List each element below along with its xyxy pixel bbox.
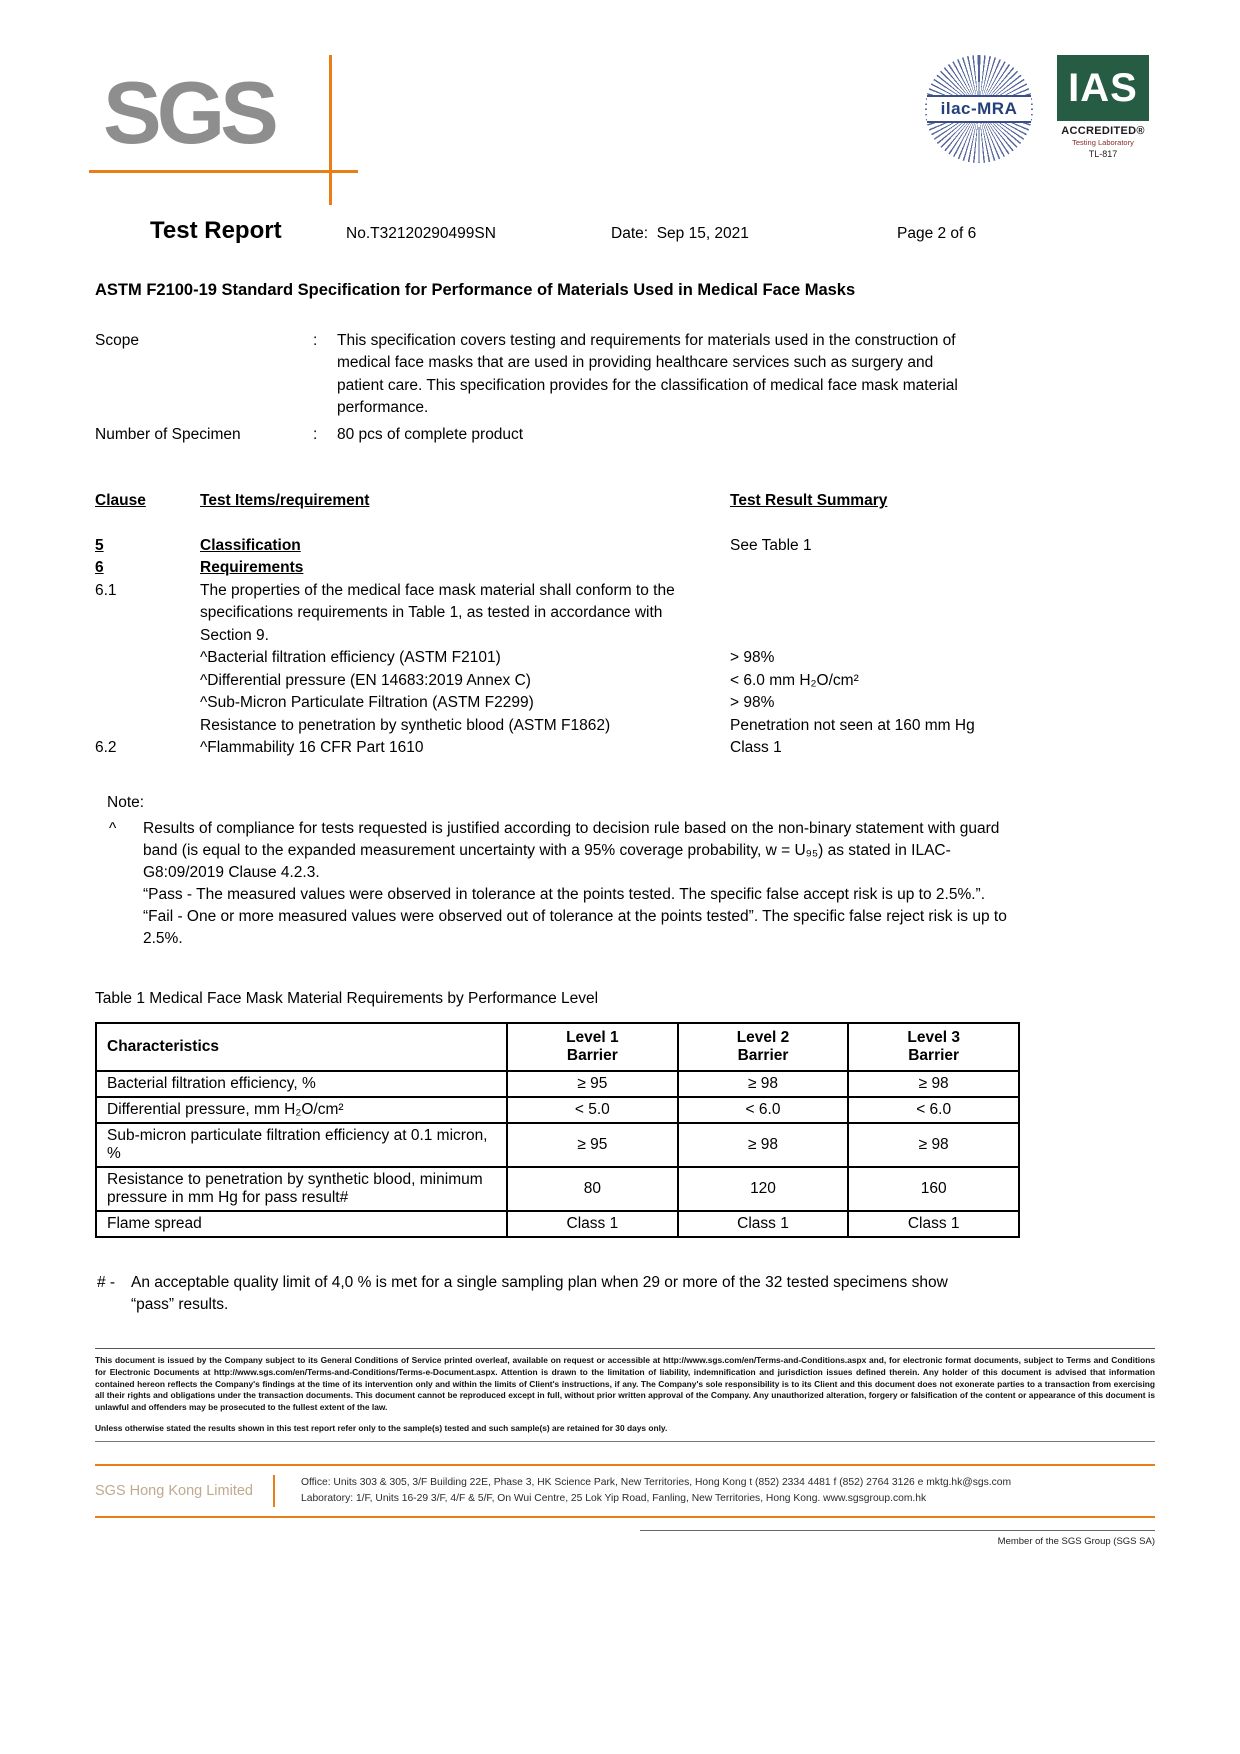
level2-value: < 6.0 bbox=[678, 1097, 849, 1123]
ias-testing-laboratory-label: Testing Laboratory bbox=[1072, 138, 1134, 147]
characteristic-name: Bacterial filtration efficiency, % bbox=[96, 1071, 507, 1097]
specimen-colon: : bbox=[313, 425, 318, 443]
level3-line1: Level 3 bbox=[907, 1028, 960, 1046]
document-title: ASTM F2100-19 Standard Specification for Performance of Materials Used in Medical Face Masks bbox=[95, 281, 856, 299]
ilac-mra-logo bbox=[925, 55, 1033, 163]
table1-level3-header bbox=[848, 1023, 1019, 1071]
characteristic-name: Flame spread bbox=[96, 1211, 507, 1237]
characteristic-name: Sub-micron particulate filtration efficiency at 0.1 micron, % bbox=[96, 1123, 507, 1167]
ias-box-icon bbox=[1057, 55, 1149, 121]
clause-summary-header bbox=[95, 490, 1155, 512]
level1-value: < 5.0 bbox=[507, 1097, 678, 1123]
clause-summary bbox=[95, 490, 1155, 759]
ilac-label: ilac-MRA bbox=[940, 99, 1018, 118]
report-number: No.T32120290499SN bbox=[346, 225, 496, 242]
note-body bbox=[143, 818, 1028, 950]
clause-item: Classification bbox=[200, 536, 301, 554]
report-header-line bbox=[95, 217, 1155, 245]
level2-value: ≥ 98 bbox=[678, 1123, 849, 1167]
scope-colon: : bbox=[313, 332, 318, 349]
level3-value: ≥ 98 bbox=[848, 1071, 1019, 1097]
clause-item: ^Bacterial filtration efficiency (ASTM F2101) bbox=[200, 649, 501, 667]
clause-result: < 6.0 mm H₂O/cm² bbox=[730, 671, 859, 689]
level1-value: 80 bbox=[507, 1167, 678, 1211]
specimen-label: Number of Specimen bbox=[95, 425, 241, 443]
clause-result: See Table 1 bbox=[730, 536, 812, 554]
clause-item: Resistance to penetration by synthetic blood (ASTM F1862) bbox=[200, 716, 611, 734]
level1-value: ≥ 95 bbox=[507, 1071, 678, 1097]
level2-value: ≥ 98 bbox=[678, 1071, 849, 1097]
clause-number bbox=[95, 647, 200, 669]
table-row bbox=[96, 1097, 1019, 1123]
note-body-row bbox=[107, 818, 1155, 950]
clause-number: 5 bbox=[95, 536, 104, 554]
sgs-logo bbox=[103, 63, 318, 181]
level1-value: ≥ 95 bbox=[507, 1123, 678, 1167]
scope-text: This specification covers testing and requirements for materials used in the construction of medical face masks that are used in providing healthcare services such as surgery and patient care. This specification provides for the classification of medical face mask material performance. bbox=[337, 332, 958, 417]
page-footer bbox=[95, 1348, 1155, 1547]
clause-number bbox=[95, 715, 200, 737]
level2-value: Class 1 bbox=[678, 1211, 849, 1237]
note-section bbox=[95, 792, 1155, 950]
clause-item: ^Sub-Micron Particulate Filtration (ASTM F2299) bbox=[200, 694, 534, 712]
report-date-value: Sep 15, 2021 bbox=[656, 225, 749, 242]
footer-brand-row bbox=[95, 1464, 1155, 1518]
clause-row-bfe bbox=[95, 647, 1155, 669]
level2-value: 120 bbox=[678, 1167, 849, 1211]
retention-statement: Unless otherwise stated the results shown in this test report refer only to the sample(s) tested and such sample(s) are retained for 30 days only. bbox=[95, 1423, 1155, 1442]
report-date bbox=[611, 225, 897, 243]
legal-disclaimer: This document is issued by the Company subject to its General Conditions of Service printed overleaf, available on request or accessible at http://www.sgs.com/en/Terms-and-Conditions.aspx and, for electronic format documents, subject to Terms and Conditions for Electronic Documents at http://www.sgs.com/en/Terms-and-Conditions/Terms-e-Document.aspx. Attention is drawn to the limitation of liability, indemnification and jurisdiction issues defined therein. Any holder of this document is advised that information contained hereon reflects the Company's findings at the time of its intervention only and within the limits of Client's instructions, if any. The Company's sole responsibility is to its Client and this document does not exonerate parties to a transaction from exercising all their rights and obligations under the transaction documents. This document cannot be reproduced except in full, without prior written approval of the Company. Any unauthorized alteration, forgery or falsification of the content or appearance of this document is unlawful and offenders may be prosecuted to the fullest extent of the law. bbox=[95, 1348, 1155, 1414]
clause-row-dp bbox=[95, 670, 1155, 692]
ias-letters: IAS bbox=[1068, 65, 1138, 110]
note-caret-marker: ^ bbox=[109, 819, 117, 837]
office-address-line: Office: Units 303 & 305, 3/F Building 22E, Phase 3, HK Science Park, New Territories, Hong Kong t (852) 2334 4481 f (852) 2764 3126 e mktg.hk@sgs.com bbox=[301, 1476, 1012, 1488]
level2-line1: Level 2 bbox=[736, 1028, 790, 1046]
member-line: Member of the SGS Group (SGS SA) bbox=[640, 1530, 1155, 1547]
clause-item: The properties of the medical face mask material shall conform to the specifications requirements in Table 1, as tested in accordance with Section 9. bbox=[200, 581, 675, 644]
table-row bbox=[96, 1211, 1019, 1237]
note-paragraph-2: “Pass - The measured values were observed in tolerance at the points tested. The specific false accept risk is up to 2.5%.”. bbox=[143, 885, 986, 903]
level3-value: < 6.0 bbox=[848, 1097, 1019, 1123]
masthead bbox=[95, 55, 1155, 181]
clause-row-6-2 bbox=[95, 737, 1155, 759]
table-row bbox=[96, 1123, 1019, 1167]
clause-result: Penetration not seen at 160 mm Hg bbox=[730, 716, 975, 734]
ias-code-label: TL-817 bbox=[1088, 149, 1118, 159]
specimen-row bbox=[95, 424, 1155, 446]
company-name: SGS Hong Kong Limited bbox=[95, 1482, 253, 1499]
note-label: Note: bbox=[107, 793, 145, 811]
clause-number bbox=[95, 670, 200, 692]
level3-value: ≥ 98 bbox=[848, 1123, 1019, 1167]
scope-row bbox=[95, 330, 1155, 420]
characteristic-name: Resistance to penetration by synthetic blood, minimum pressure in mm Hg for pass result# bbox=[96, 1167, 507, 1211]
table-row bbox=[96, 1167, 1019, 1211]
table1-level2-header bbox=[678, 1023, 849, 1071]
clause-number bbox=[95, 692, 200, 714]
test-result-summary-header: Test Result Summary bbox=[730, 492, 888, 510]
clause-row-5 bbox=[95, 535, 1155, 557]
characteristic-name: Differential pressure, mm H₂O/cm² bbox=[96, 1097, 507, 1123]
table1 bbox=[95, 1022, 1020, 1238]
sgs-logo-vertical-line bbox=[329, 55, 332, 205]
table1-characteristics-header: Characteristics bbox=[96, 1023, 507, 1071]
report-date-label: Date: bbox=[611, 225, 649, 242]
clause-result: > 98% bbox=[730, 694, 775, 712]
table1-caption: Table 1 Medical Face Mask Material Requirements by Performance Level bbox=[95, 989, 599, 1007]
specimen-text: 80 pcs of complete product bbox=[337, 425, 524, 443]
sgs-logo-horizontal-line bbox=[89, 170, 358, 173]
table1-header-row bbox=[96, 1023, 1019, 1071]
clause-row-6-1 bbox=[95, 580, 1155, 647]
accreditation-logos bbox=[925, 55, 1151, 163]
table1-footnote bbox=[95, 1272, 1155, 1317]
clause-row-6 bbox=[95, 557, 1155, 579]
level3-value: Class 1 bbox=[848, 1211, 1019, 1237]
ilac-label-band bbox=[927, 95, 1031, 123]
company-address bbox=[289, 1475, 1011, 1507]
footnote-text: An acceptable quality limit of 4,0 % is met for a single sampling plan when 29 or more of the 32 tested specimens show “pass” results. bbox=[131, 1273, 948, 1313]
scope-label: Scope bbox=[95, 332, 139, 349]
footnote-marker: # - bbox=[97, 1273, 116, 1291]
clause-number: 6.2 bbox=[95, 739, 117, 757]
footer-orange-divider bbox=[273, 1475, 275, 1507]
sgs-logo-text: SGS bbox=[103, 63, 274, 162]
table-row bbox=[96, 1071, 1019, 1097]
level2-line2: Barrier bbox=[737, 1046, 789, 1064]
laboratory-address-line: Laboratory: 1/F, Units 16-29 3/F, 4/F & 5/F, On Wui Centre, 25 Lok Yip Road, Fanling, New Territories, Hong Kong. www.sgsgroup.com.hk bbox=[301, 1492, 927, 1504]
level3-line2: Barrier bbox=[908, 1046, 960, 1064]
page-indicator: Page 2 of 6 bbox=[897, 225, 977, 242]
test-items-header: Test Items/requirement bbox=[200, 492, 370, 510]
level1-value: Class 1 bbox=[507, 1211, 678, 1237]
clause-number: 6.1 bbox=[95, 581, 117, 599]
report-title: Test Report bbox=[150, 217, 282, 244]
clause-result: Class 1 bbox=[730, 739, 782, 757]
note-paragraph-1: Results of compliance for tests requested is justified according to decision rule based on the non-binary statement with guard band (is equal to the expanded measurement uncertainty with a 95% coverage probability, w = U₉₅) as stated in ILAC-G8:09/2019 Clause 4.2.3. bbox=[143, 819, 1000, 881]
table1-level1-header bbox=[507, 1023, 678, 1071]
clause-row-pfe bbox=[95, 692, 1155, 714]
clause-item: ^Differential pressure (EN 14683:2019 Annex C) bbox=[200, 671, 531, 689]
level1-line1: Level 1 bbox=[566, 1028, 619, 1046]
level1-line2: Barrier bbox=[566, 1046, 618, 1064]
clause-item: Requirements bbox=[200, 559, 304, 577]
clause-item: ^Flammability 16 CFR Part 1610 bbox=[200, 739, 424, 757]
clause-row-blood bbox=[95, 715, 1155, 737]
note-paragraph-3: “Fail - One or more measured values were observed out of tolerance at the points tested”. The specific false reject risk is up to 2.5%. bbox=[143, 907, 1007, 947]
clause-header: Clause bbox=[95, 492, 146, 510]
ias-logo bbox=[1055, 55, 1151, 159]
clause-number: 6 bbox=[95, 559, 104, 577]
ias-accredited-label: ACCREDITED® bbox=[1061, 125, 1145, 137]
clause-result bbox=[730, 580, 1155, 647]
clause-result: > 98% bbox=[730, 649, 775, 667]
level3-value: 160 bbox=[848, 1167, 1019, 1211]
clause-result bbox=[730, 557, 1155, 579]
